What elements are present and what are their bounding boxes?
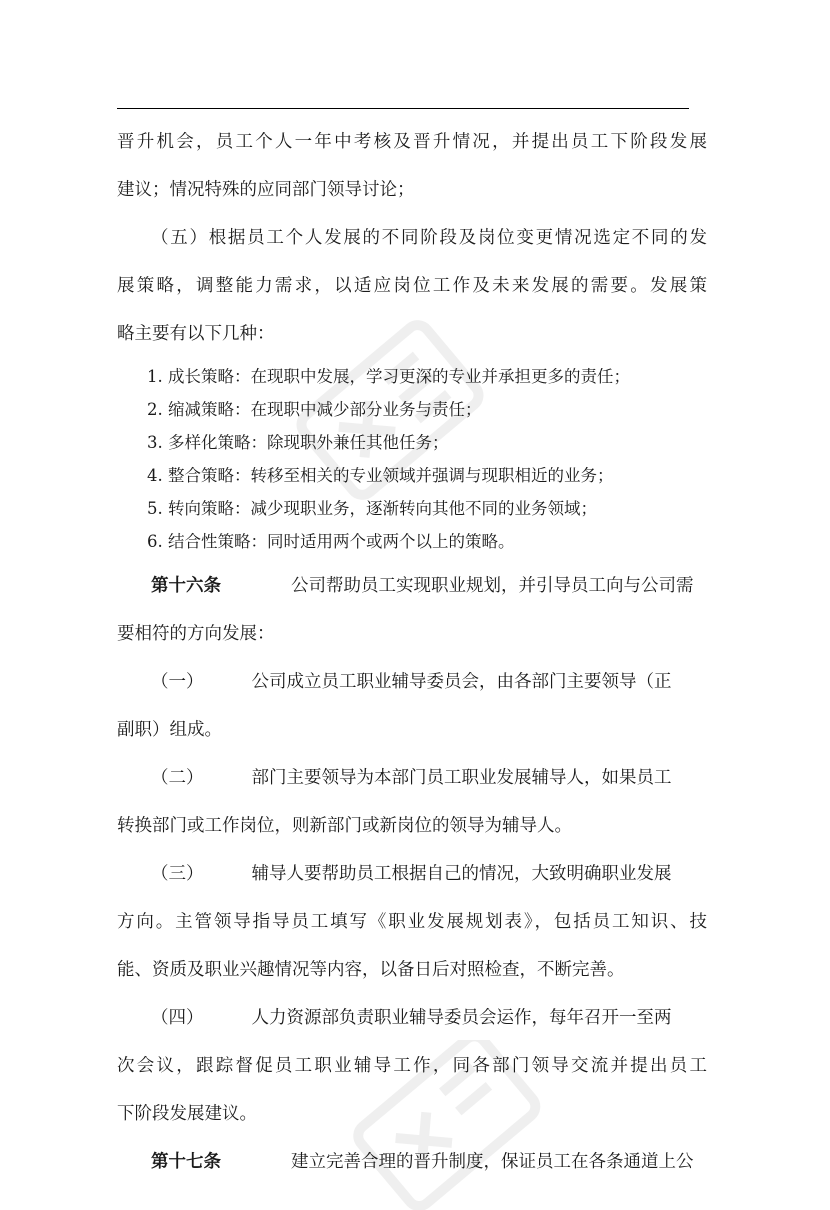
document-body	[117, 118, 707, 1186]
item-4-text: 人力资源部负责职业辅导委员会运作，每年召开一至两	[251, 1008, 672, 1028]
article-17-line-1	[117, 1138, 707, 1186]
item-3-line-1	[117, 850, 707, 898]
article-16-line-2: 要相符的方向发展：	[117, 624, 275, 644]
article-16-title: 第十六条	[151, 576, 221, 596]
paragraph-b-line-3: 略主要有以下几种：	[117, 324, 275, 344]
paragraph-a-line-2: 建议；情况特殊的应同部门领导讨论；	[117, 180, 415, 200]
item-4-line-3: 下阶段发展建议。	[117, 1104, 257, 1124]
item-1-line-2: 副职）组成。	[117, 720, 222, 740]
item-4-line-1	[117, 994, 707, 1042]
item-3-marker: （三）	[151, 864, 204, 884]
paragraph-b-line-1: （五）根据员工个人发展的不同阶段及岗位变更情况选定不同的发	[151, 228, 707, 248]
item-2-line-2: 转换部门或工作岗位，则新部门或新岗位的领导为辅导人。	[117, 816, 572, 836]
item-3-line-3: 能、资质及职业兴趣情况等内容，以备日后对照检查，不断完善。	[117, 960, 625, 980]
item-4-line-2: 次会议，跟踪督促员工职业辅导工作，同各部门领导交流并提出员工	[117, 1056, 707, 1076]
paragraph-a-line-1: 晋升机会，员工个人一年中考核及晋升情况，并提出员工下阶段发展	[117, 132, 707, 152]
list-item: 6. 结合性策略：同时适用两个或两个以上的策略。	[147, 532, 515, 551]
item-2-marker: （二）	[151, 768, 204, 788]
item-4-marker: （四）	[151, 1008, 204, 1028]
item-3-line-2: 方向。主管领导指导员工填写《职业发展规划表》，包括员工知识、技	[117, 912, 707, 932]
item-2-text: 部门主要领导为本部门员工职业发展辅导人，如果员工	[251, 768, 672, 788]
article-16-text: 公司帮助员工实现职业规划，并引导员工向与公司需	[291, 576, 694, 596]
item-1-text: 公司成立员工职业辅导委员会，由各部门主要领导（正	[251, 672, 672, 692]
article-17-text: 建立完善合理的晋升制度，保证员工在各条通道上公	[291, 1152, 694, 1172]
list-item: 3. 多样化策略：除现职外兼任其他任务；	[147, 433, 449, 452]
list-item: 4. 整合策略：转移至相关的专业领域并强调与现职相近的业务；	[147, 466, 614, 485]
list-item: 2. 缩减策略：在现职中减少部分业务与责任；	[147, 400, 482, 419]
paragraph-b-line-2: 展策略，调整能力需求，以适应岗位工作及未来发展的需要。发展策	[117, 276, 707, 296]
list-item: 5. 转向策略：减少现职业务，逐渐转向其他不同的业务领域；	[147, 499, 597, 518]
item-1-marker: （一）	[151, 672, 204, 692]
item-2-line-1	[117, 754, 707, 802]
item-3-text: 辅导人要帮助员工根据自己的情况，大致明确职业发展	[251, 864, 672, 884]
header-rule	[117, 108, 689, 109]
list-item: 1. 成长策略：在现职中发展，学习更深的专业并承担更多的责任；	[147, 367, 630, 386]
strategy-list	[117, 358, 707, 562]
article-16-line-1	[117, 562, 707, 610]
item-1-line-1	[117, 658, 707, 706]
article-17-title: 第十七条	[151, 1152, 221, 1172]
